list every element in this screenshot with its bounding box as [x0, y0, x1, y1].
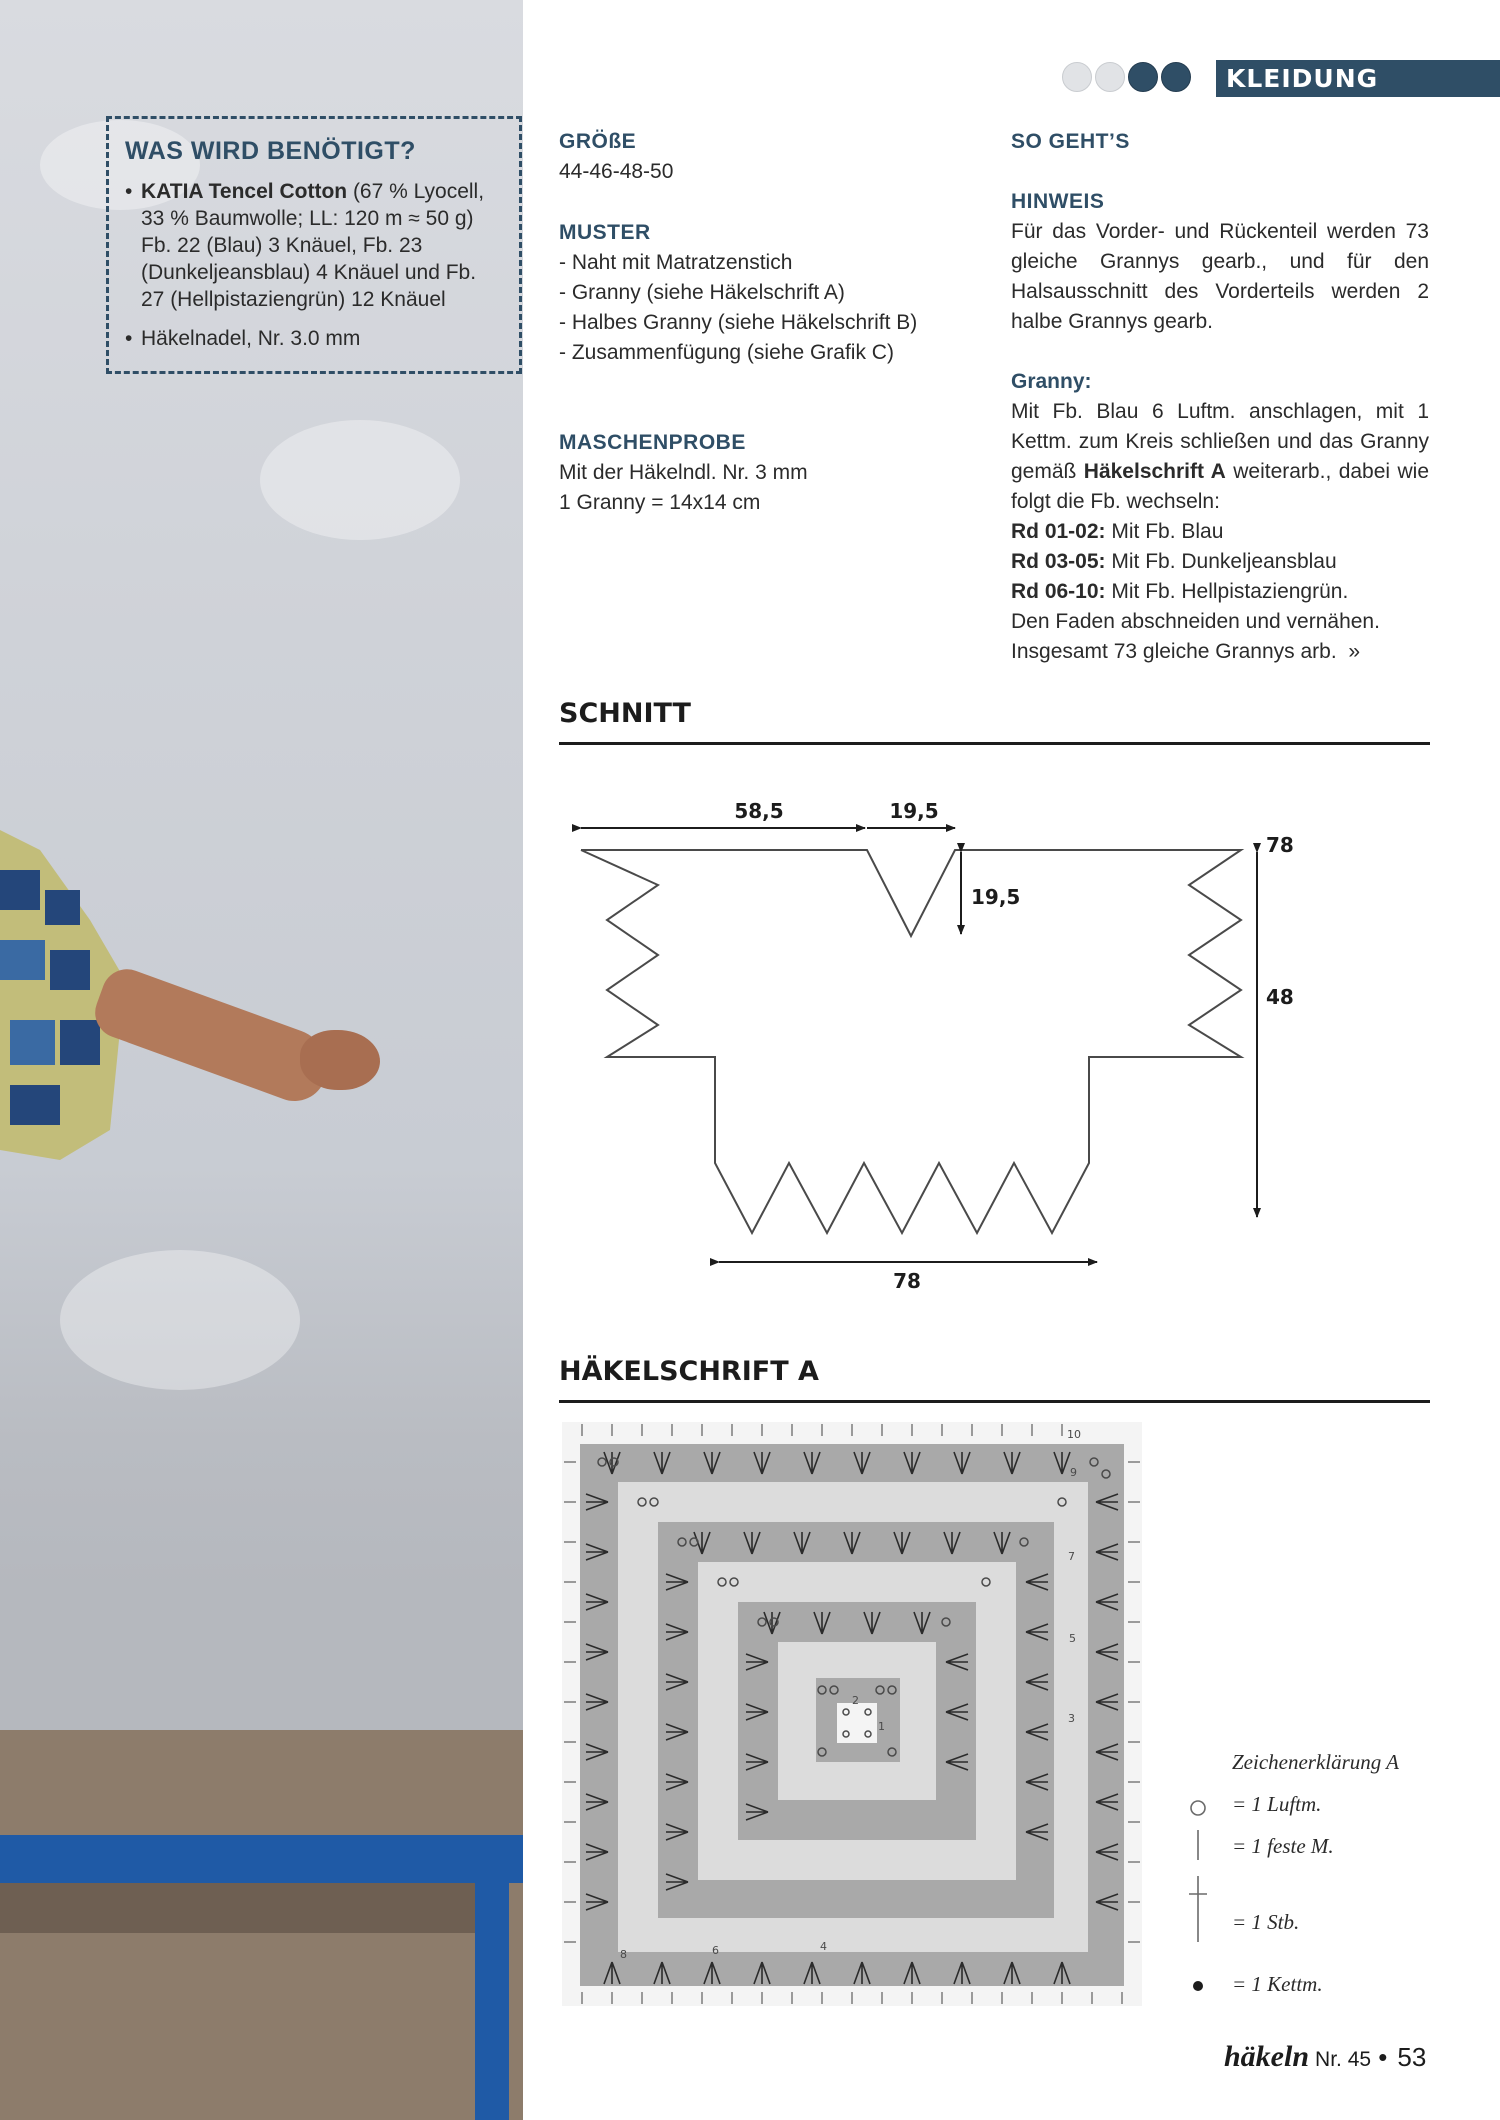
finish-line: [1011, 637, 1429, 667]
yarn-ball-icon: [1062, 62, 1092, 92]
schnitt-rule: [559, 742, 1430, 745]
chain-stitch-icon: [1188, 1798, 1208, 1818]
round-number: 10: [1067, 1428, 1081, 1441]
gauge-line: 1 Granny = 14x14 cm: [559, 491, 761, 514]
dim-top-neck: 19,5: [889, 799, 939, 823]
dim-neck-depth: 19,5: [971, 885, 1021, 909]
round-number: 7: [1068, 1550, 1075, 1563]
bench-shadow: [0, 1883, 475, 1933]
round-label: Rd 01-02:: [1011, 520, 1106, 543]
bench: [0, 1835, 523, 1883]
round-number: 1: [878, 1720, 885, 1733]
yarn-ball-icon: [1095, 62, 1125, 92]
double-crochet-icon: [1186, 1874, 1210, 1944]
chart-rounds: [580, 1444, 1124, 1986]
yarn-name: KATIA Tencel Cotton: [141, 180, 348, 203]
dim-right-side: 48: [1266, 985, 1294, 1009]
dim-right-top: 78: [1266, 833, 1294, 857]
slip-stitch-icon: [1190, 1978, 1206, 1994]
pattern-line: - Naht mit Matratzenstich: [559, 251, 793, 274]
round-number: 6: [712, 1944, 719, 1957]
single-crochet-icon: [1188, 1828, 1208, 1862]
round-number: 5: [1069, 1632, 1076, 1645]
crochet-chart-a: [562, 1422, 1142, 2006]
materials-title: WAS WIRD BENÖTIGT?: [125, 137, 416, 165]
instructions-column: [1011, 127, 1429, 667]
round-text: Mit Fb. Dunkeljeansblau: [1111, 550, 1337, 573]
page-number: 53: [1397, 2042, 1427, 2072]
dim-bottom: 78: [893, 1269, 921, 1293]
yarn-details: (67 % Lyocell, 33 % Baumwolle; LL: 120 m ≈ 50 g) Fb. 22 (Blau) 3 Knäuel, Fb. 23 (Dunkeljeansblau) 4 Knäuel und Fb. 27 (Hellpistaziengrün) 12 Knäuel: [141, 180, 485, 311]
granny-chart-ref: Häkelschrift A: [1083, 460, 1226, 483]
wall-texture: [60, 1250, 300, 1390]
dim-top-left: 58,5: [734, 799, 784, 823]
legend-item: = 1 Kettm.: [1232, 1972, 1323, 1996]
info-column: [559, 127, 979, 518]
round-number: 4: [820, 1940, 827, 1953]
round-number: 3: [1068, 1712, 1075, 1725]
pattern-heading: MUSTER: [559, 221, 651, 244]
hint-heading: HINWEIS: [1011, 190, 1105, 213]
finish-line: Den Faden abschneiden und vernähen.: [1011, 610, 1380, 633]
bench-leg: [475, 1883, 509, 2120]
round-text: Mit Fb. Blau: [1111, 520, 1224, 543]
round-line: [1011, 547, 1429, 577]
magazine-brand: häkeln: [1224, 2040, 1310, 2073]
page-footer: [1224, 2040, 1426, 2080]
round-text: Mit Fb. Hellpistaziengrün.: [1111, 580, 1349, 603]
schematic-outline: [581, 850, 1241, 1233]
hand: [300, 1030, 380, 1090]
round-number: 2: [852, 1694, 859, 1707]
chart-rule: [559, 1400, 1430, 1403]
issue-number: Nr. 45: [1315, 2048, 1372, 2071]
legend-item: = 1 feste M.: [1232, 1834, 1334, 1858]
materials-list: [125, 178, 503, 352]
difficulty-rating: [1062, 62, 1191, 94]
round-label: Rd 03-05:: [1011, 550, 1106, 573]
gauge-line: Mit der Häkelndl. Nr. 3 mm: [559, 461, 808, 484]
hint-text: Für das Vorder- und Rückenteil werden 73 gleiche Grannys gearb., und für den Halsausschnitt des Vorderteils werden 2 halbe Grannys gearb.: [1011, 220, 1429, 333]
yarn-ball-icon: [1161, 62, 1191, 92]
arm: [88, 962, 337, 1110]
size-value: 44-46-48-50: [559, 160, 674, 183]
hook-size: Häkelnadel, Nr. 3.0 mm: [141, 327, 361, 350]
material-hook: [125, 325, 503, 352]
gauge-heading: MASCHENPROBE: [559, 431, 746, 454]
round-line: [1011, 577, 1429, 607]
garment-schematic: [559, 780, 1319, 1310]
granny-heading: Granny:: [1011, 370, 1092, 393]
pattern-line: - Halbes Granny (siehe Häkelschrift B): [559, 311, 918, 334]
round-number: 8: [620, 1948, 627, 1961]
granny-text-part: weiterarb., dabei wie folgt die Fb. wechseln:: [1011, 460, 1429, 513]
finish-text: Insgesamt 73 gleiche Grannys arb.: [1011, 640, 1337, 663]
granny-text-part: Mit Fb. Blau 6 Luftm. anschlagen, mit 1 Kettm. zum Kreis schließen und das Granny gemäß: [1011, 400, 1429, 483]
wall-texture: [260, 420, 460, 540]
schnitt-title: SCHNITT: [559, 698, 691, 729]
howto-heading: SO GEHT’S: [1011, 130, 1130, 153]
granny-text: [1011, 397, 1429, 517]
dimension-lines: [581, 828, 1257, 1262]
round-line: [1011, 517, 1429, 547]
round-label: Rd 06-10:: [1011, 580, 1106, 603]
material-yarn: [125, 178, 503, 313]
continue-marker: »: [1348, 640, 1361, 663]
pattern-line: - Granny (siehe Häkelschrift A): [559, 281, 845, 304]
round-number: 9: [1070, 1466, 1077, 1479]
pattern-line: - Zusammenfügung (siehe Grafik C): [559, 341, 894, 364]
section-tag: KLEIDUNG: [1216, 60, 1500, 97]
legend-item: = 1 Luftm.: [1232, 1792, 1322, 1816]
legend-item: = 1 Stb.: [1232, 1910, 1300, 1934]
chart-legend: [1188, 1742, 1448, 2002]
legend-title: Zeichenerklärung A: [1232, 1750, 1399, 1774]
size-heading: GRÖßE: [559, 130, 637, 153]
yarn-ball-icon: [1128, 62, 1158, 92]
chart-title: HÄKELSCHRIFT A: [559, 1356, 819, 1387]
footer-bullet: •: [1378, 2042, 1388, 2072]
materials-box: [106, 116, 522, 374]
